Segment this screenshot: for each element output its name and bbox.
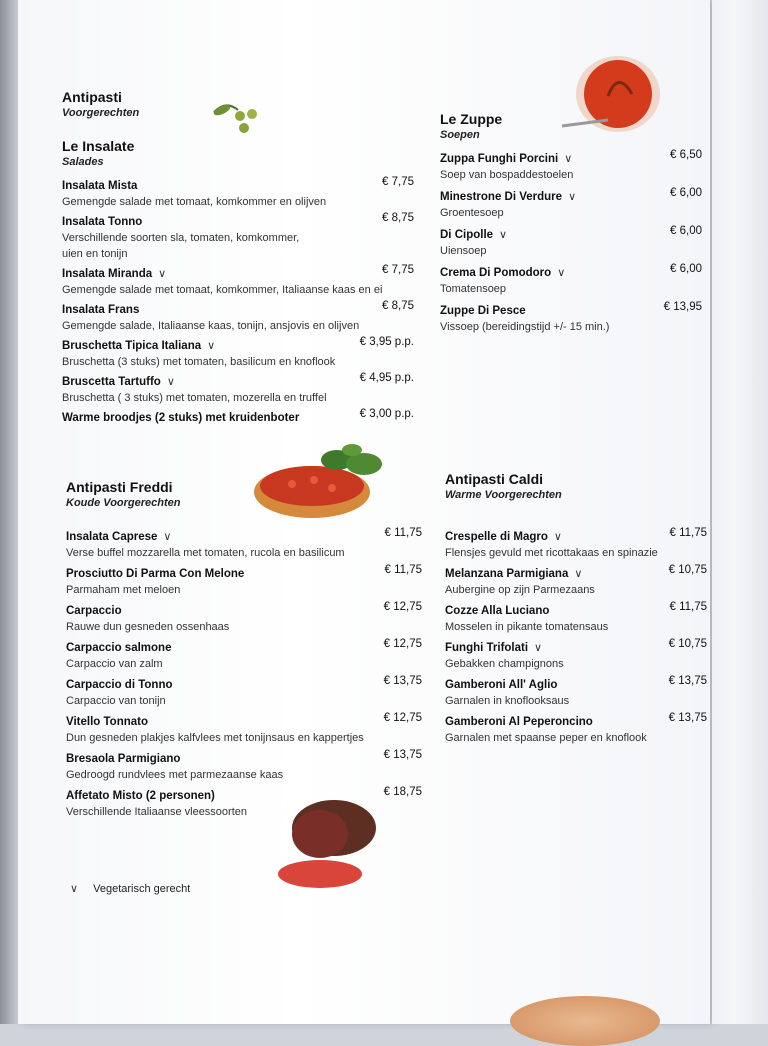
item-name: Zuppe Di Pesce — [440, 305, 526, 317]
item-description: Gedroogd rundvlees met parmezaanse kaas — [66, 769, 284, 781]
insalate-title: Le Insalate — [62, 138, 135, 154]
menu-item — [66, 638, 422, 672]
olives-illustration — [210, 100, 265, 140]
caldi-subtitle: Warme Voorgerechten — [445, 489, 562, 501]
item-price: € 3,00 p.p. — [359, 408, 414, 420]
item-price: € 10,75 — [668, 564, 707, 576]
caldi-list — [445, 527, 707, 746]
menu-item — [62, 336, 414, 370]
item-description: Carpaccio van tonijn — [66, 695, 166, 707]
item-name: Carpaccio di Tonno — [66, 679, 173, 691]
item-name: Bresaola Parmigiano — [66, 753, 181, 765]
item-price: € 11,75 — [669, 601, 707, 613]
freddi-list — [66, 527, 422, 820]
item-description: Uiensoep — [440, 245, 487, 257]
item-description: Bruschetta (3 stuks) met tomaten, basilicum en knoflook — [62, 356, 336, 368]
item-price: € 6,00 — [670, 187, 702, 199]
item-price: € 3,95 p.p. — [359, 336, 414, 348]
item-price: € 11,75 — [384, 564, 422, 576]
item-price: € 6,50 — [670, 149, 702, 161]
item-description: Garnalen in knoflooksaus — [445, 695, 570, 707]
item-description: Gemengde salade met tomaat, komkommer, Italiaanse kaas en ei — [62, 284, 383, 296]
vegetarian-icon: ∨ — [574, 568, 583, 580]
menu-item — [445, 675, 707, 709]
item-name: Insalata Caprese — [66, 531, 158, 543]
vegetarian-icon: ∨ — [568, 191, 577, 203]
item-price: € 12,75 — [383, 601, 422, 613]
item-description: Verse buffel mozzarella met tomaten, rucola en basilicum — [66, 547, 345, 559]
item-name: Carpaccio salmone — [66, 642, 172, 654]
item-description: Vissoep (bereidingstijd +/- 15 min.) — [440, 321, 610, 333]
item-price: € 4,95 p.p. — [359, 372, 414, 384]
menu-item — [62, 300, 414, 334]
menu-item — [440, 187, 702, 221]
caldi-section — [445, 471, 707, 749]
menu-item — [66, 749, 422, 783]
menu-item — [66, 675, 422, 709]
item-name: Gamberoni Al Peperoncino — [445, 716, 593, 728]
item-description: Aubergine op zijn Parmezaans — [445, 584, 595, 596]
freddi-title: Antipasti Freddi — [66, 479, 173, 495]
item-description: Rauwe dun gesneden ossenhaas — [66, 621, 230, 633]
item-description: Flensjes gevuld met ricottakaas en spinazie — [445, 547, 658, 559]
item-price: € 12,75 — [383, 638, 422, 650]
item-description: Gemengde salade met tomaat, komkommer en olijven — [62, 196, 327, 208]
item-description: Gemengde salade, Italiaanse kaas, tonijn, ansjovis en olijven — [62, 320, 360, 332]
insalate-section — [62, 138, 414, 428]
item-description: Garnalen met spaanse peper en knoflook — [445, 732, 647, 744]
vegetarian-icon: ∨ — [564, 153, 573, 165]
menu-item — [445, 638, 707, 672]
item-description: Gebakken champignons — [445, 658, 564, 670]
vegetarian-legend-label: Vegetarisch gerecht — [93, 883, 191, 895]
item-description: Mosselen in pikante tomatensaus — [445, 621, 609, 633]
zuppe-subtitle: Soepen — [440, 129, 480, 141]
item-name: Vitello Tonnato — [66, 716, 148, 728]
item-name: Zuppa Funghi Porcini — [440, 153, 559, 165]
item-price: € 7,75 — [382, 176, 414, 188]
vegetarian-icon: ∨ — [163, 531, 172, 543]
zuppe-list — [440, 149, 702, 335]
menu-item — [62, 408, 414, 426]
menu-item — [66, 712, 422, 746]
item-price: € 11,75 — [384, 527, 422, 539]
caldi-title: Antipasti Caldi — [445, 471, 544, 487]
item-price: € 11,75 — [669, 527, 707, 539]
item-price: € 7,75 — [382, 264, 414, 276]
item-description: uien en tonijn — [62, 248, 128, 260]
zuppe-section — [440, 111, 702, 339]
item-price: € 18,75 — [383, 786, 422, 798]
item-name: Prosciutto Di Parma Con Melone — [66, 568, 245, 580]
thumb — [510, 996, 660, 1046]
item-name: Crema Di Pomodoro — [440, 267, 552, 279]
menu-item — [62, 264, 414, 298]
item-name: Insalata Tonno — [62, 216, 143, 228]
item-price: € 13,75 — [383, 749, 422, 761]
vegetarian-icon: ∨ — [499, 229, 508, 241]
item-name: Cozze Alla Luciano — [445, 605, 550, 617]
insalate-subtitle: Salades — [62, 156, 104, 168]
item-name: Funghi Trifolati — [445, 642, 529, 654]
item-description: Soep van bospaddestoelen — [440, 169, 574, 181]
item-description: Groentesoep — [440, 207, 504, 219]
vegetarian-icon: ∨ — [166, 376, 175, 388]
antipasti-subtitle: Voorgerechten — [62, 107, 140, 119]
item-price: € 10,75 — [668, 638, 707, 650]
menu-item — [66, 564, 422, 598]
vegetarian-icon: ∨ — [553, 531, 562, 543]
item-description: Tomatensoep — [440, 283, 507, 295]
menu-item — [66, 527, 422, 561]
item-name: Affetato Misto (2 personen) — [66, 790, 215, 802]
menu-binding — [0, 0, 18, 1024]
item-description: Verschillende soorten sla, tomaten, komkommer, — [62, 232, 300, 244]
item-price: € 6,00 — [670, 225, 702, 237]
vegetarian-icon: ∨ — [207, 340, 216, 352]
item-price: € 13,95 — [663, 301, 702, 313]
item-name: Bruschetta Tipica Italiana — [62, 340, 202, 352]
item-name: Insalata Frans — [62, 304, 140, 316]
vegetarian-icon: ∨ — [70, 883, 79, 895]
salami-illustration — [276, 796, 391, 894]
item-price: € 8,75 — [382, 212, 414, 224]
item-description: Dun gesneden plakjes kalfvlees met tonijnsaus en kappertjes — [66, 732, 364, 744]
item-price: € 13,75 — [383, 675, 422, 687]
menu-item — [62, 212, 414, 262]
item-description: Parmaham met meloen — [66, 584, 181, 596]
item-name: Insalata Mista — [62, 180, 138, 192]
menu-item — [445, 601, 707, 635]
item-price: € 13,75 — [668, 712, 707, 724]
menu-item — [440, 149, 702, 183]
vegetarian-legend — [70, 882, 190, 895]
item-name: Minestrone Di Verdure — [440, 191, 563, 203]
vegetarian-icon: ∨ — [557, 267, 566, 279]
item-name: Melanzana Parmigiana — [445, 568, 569, 580]
menu-item — [440, 225, 702, 259]
freddi-subtitle: Koude Voorgerechten — [66, 497, 181, 509]
item-description: Verschillende Italiaanse vleessoorten — [66, 806, 248, 818]
vegetarian-icon: ∨ — [534, 642, 543, 654]
item-name: Crespelle di Magro — [445, 531, 548, 543]
item-price: € 13,75 — [668, 675, 707, 687]
insalate-list — [62, 176, 414, 426]
item-description: Bruschetta ( 3 stuks) met tomaten, mozerella en truffel — [62, 392, 327, 404]
item-name: Carpaccio — [66, 605, 122, 617]
menu-item — [440, 263, 702, 297]
menu-item — [445, 712, 707, 746]
item-name: Bruscetta Tartuffo — [62, 376, 161, 388]
menu-item — [440, 301, 702, 335]
item-price: € 6,00 — [670, 263, 702, 275]
menu-item — [445, 564, 707, 598]
item-price: € 8,75 — [382, 300, 414, 312]
next-page-edge — [712, 0, 768, 1024]
menu-item — [62, 372, 414, 406]
item-name: Di Cipolle — [440, 229, 494, 241]
zuppe-title: Le Zuppe — [440, 111, 503, 127]
menu-item — [66, 601, 422, 635]
item-description: Carpaccio van zalm — [66, 658, 163, 670]
item-price: € 12,75 — [383, 712, 422, 724]
antipasti-title: Antipasti — [62, 89, 122, 105]
freddi-section — [66, 479, 422, 823]
menu-item — [445, 527, 707, 561]
item-name: Gamberoni All' Aglio — [445, 679, 558, 691]
item-name: Insalata Miranda — [62, 268, 153, 280]
item-name: Warme broodjes (2 stuks) met kruidenboter — [62, 412, 300, 424]
vegetarian-icon: ∨ — [158, 268, 167, 280]
menu-item — [62, 176, 414, 210]
